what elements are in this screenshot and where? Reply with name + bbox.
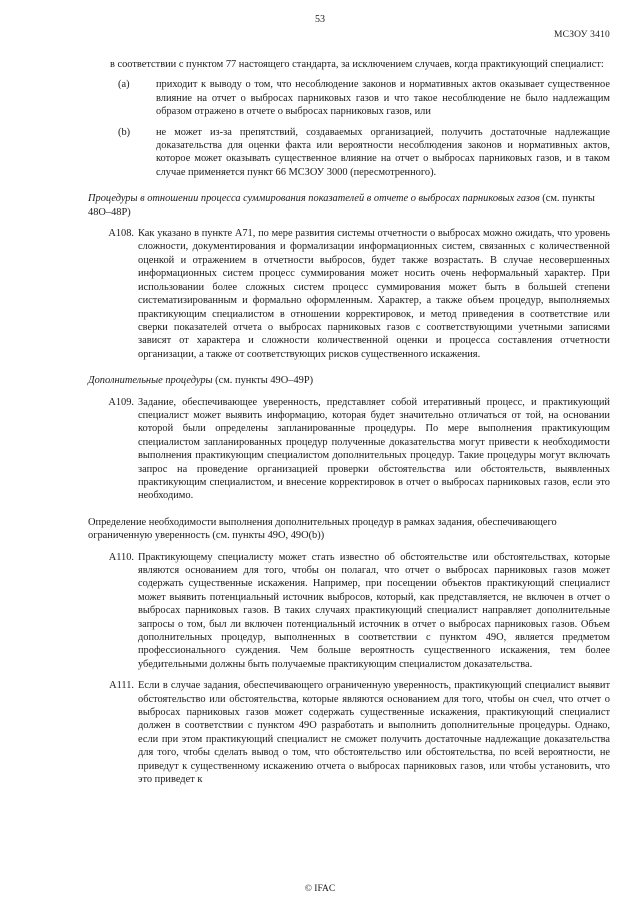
paragraph-number: A109. [108,396,134,408]
paragraph-text: Если в случае задания, обеспечивающего ограниченную уверенность, практикующий специалист выявит обстоятельство или обстоятельства, которые являются основанием для того, чтобы он счел, что отчет о выбросах парниковых газов может содержать существенные искажения, практикующий специалист должен в соответствии с пунктом 49O разработать и выполнить дополнительные процедуры. Однако, если при этом практикующий специалист не сможет получить достаточные надлежащие доказательства для того, чтобы сделать вывод о том, что обстоятельство или обстоятельства, по всей вероятности, не приведут к существенному искажению отчета о выбросах парниковых газов, или чтобы установить, что это приведет к [138,680,610,786]
page-content [88,58,610,787]
heading-reference: (см. пункты 49O–49P) [212,375,314,387]
list-marker: (b) [118,126,131,138]
paragraph-text: Как указано в пункте A71, по мере развития системы отчетности о выбросах можно ожидать, что уровень сложности, документирования и формализации информационных систем, связанных с количественной оценкой и отражением в отчетности выбросов, будет также возрастать. В случае несовершенных информационных систем процесс суммирования может носить очень неформальный характер. При использовании более сложных систем процесс суммирования может быть в большей степени систематизированным и формально оформленным. Характер, а также объем процедур, выполняемых практикующим специалистом в отношении корректировок, и метод приведения в соответствие или сверки показателей отчета о выбросах парниковых газов с соответствующими учетными записями зависят от характера и сложности количественной оценки и процесса составления отчетности организации, а также от соответствующих рисков существенного искажения. [138,228,610,360]
heading-italic: Дополнительные процедуры [88,375,213,387]
list-marker: (a) [118,79,130,91]
paragraph-a111 [110,679,610,786]
page-number: 53 [315,14,325,25]
list-item-b [110,126,610,180]
intro-paragraph: в соответствии с пунктом 77 настоящего стандарта, за исключением случаев, когда практикующий специалист: [110,59,604,70]
footer-copyright: © IFAC [304,884,336,894]
section-heading-aggregation [88,192,610,219]
paragraph-a109 [110,396,610,503]
paragraph-number: A108. [108,228,134,240]
paragraph-number: A110. [108,551,134,563]
section-heading-additional [88,374,610,387]
paragraph-text: Практикующему специалисту может стать известно об обстоятельстве или обстоятельствах, которые являются основанием для того, чтобы он полагал, что отчет о выбросах парниковых газов может содержать существенные искажения. Например, при посещении объектов практикующий специалист может выявить потенциальный источник выбросов, который, как представляется, не включен в отчет о выбросах парниковых газов. В таких случаях практикующий специалист направляет дополнительные запросы о том, был ли включен потенциальный источник в отчет о выбросах парниковых газов. Объем дополнительных процедур, выполненных в соответствии с пунктом 49O, является предметом профессионального суждения. Чем больше вероятность существенного искажения, тем более убедительными должны быть получаемые практикующим специалистом доказательства. [138,551,610,670]
paragraph-text: Задание, обеспечивающее уверенность, представляет собой итеративный процесс, и практикующий специалист может выявить информацию, которая будет значительно отличаться от той, на основании которой были определены запланированные процедуры. По мере выполнения практикующим специалистом запланированных процедур полученные доказательства могут привести к необходимости выполнения практикующим специалистом дополнительных процедур. Такие процедуры могут включать запрос на проведение организацией проверки обстоятельства или обстоятельств, выявленных практикующим специалистом, и внесение корректировок в отчет о выбросах парниковых газов, если это необходимо. [138,396,610,502]
list-text: приходит к выводу о том, что несоблюдение законов и нормативных актов оказывает существенное влияние на отчет о выбросах парниковых газов и что такое несоблюдение не было надлежащим образом отражено в отчете о выбросах парниковых газов, или [156,79,610,118]
paragraph-a108 [110,227,610,361]
heading-italic: Процедуры в отношении процесса суммирования показателей в отчете о выбросах парниковых газов [88,193,540,205]
paragraph-number: A111. [109,680,134,692]
list-text: не может из-за препятствий, создаваемых организацией, получить достаточные надлежащие доказательства для оценки факта или вероятности несоблюдения законов и нормативных актов, которое может оказывать существенное влияние на отчет о выбросах парниковых газов, и в таком случае применяется пункт 66 МСЗОУ 3000 (пересмотренного). [156,126,610,178]
section-heading-limited: Определение необходимости выполнения дополнительных процедур в рамках задания, обеспечивающего ограниченную уверенность (см. пункты 49O, 49O(b)) [88,516,557,542]
list-item-a [110,78,610,118]
document-code: МСЗОУ 3410 [554,30,610,40]
heading-reference: (см. пункты 48O–48P) [88,193,595,218]
paragraph-a110 [110,551,610,672]
